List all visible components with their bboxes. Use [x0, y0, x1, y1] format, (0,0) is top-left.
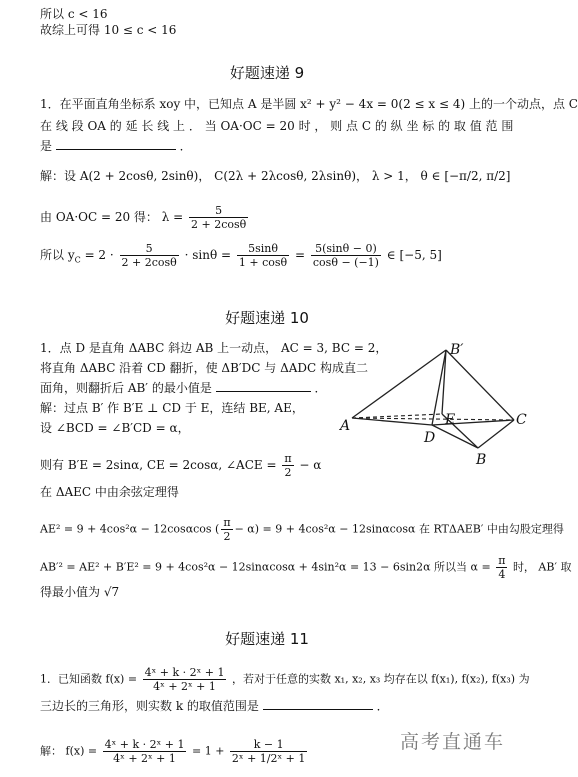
label-D: D	[424, 430, 436, 446]
problem-9-line1: 1．在平面直角坐标系 xoy 中，已知点 A 是半圆 x² + y² − 4x = 0(2 ≤ x ≤ 4) 上的一个动点，点 C	[40, 97, 578, 111]
text: 解：设 A(2 + 2cosθ, 2sinθ)， C(2λ + 2λcosθ, 2λsinθ)， λ > 1， θ ∈	[40, 169, 441, 183]
problem-11-line2	[40, 698, 389, 714]
text: =	[295, 248, 306, 262]
text: 解： f(x) =	[40, 744, 98, 758]
denominator: 2 + 2cosθ	[191, 218, 247, 231]
text: = 1 +	[191, 744, 225, 758]
solution-9-line1	[40, 168, 511, 184]
text: ．	[376, 699, 389, 713]
answer-blank	[56, 139, 176, 150]
interval: [−π/2, π/2]	[444, 169, 511, 183]
section-heading-11: 好题速递 11	[225, 630, 309, 648]
fraction	[103, 738, 187, 765]
text: = 9 + 4cos²α − 12sinαcosα 在 RTΔAEB′ 中由勾股定理得	[262, 522, 564, 536]
fraction	[311, 242, 381, 269]
problem-9-line2: 在 线 段 OA 的 延 长 线 上 ． 当 OA·OC = 20 时 ， 则 点 C 的 纵 坐 标 的 取 值 范 围	[40, 119, 514, 133]
text: 是	[40, 139, 53, 153]
denominator: 2	[223, 530, 231, 543]
text-line: 所以 c < 16	[40, 7, 108, 21]
watermark: 高考直通车	[400, 731, 506, 753]
section-heading-10: 好题速递 10	[225, 309, 309, 327]
label-E: E	[445, 412, 456, 428]
solution-10-line6	[40, 554, 571, 581]
numerator: 5(sinθ − 0)	[311, 242, 381, 256]
edge-AE-dashed	[352, 414, 442, 418]
numerator: π	[284, 452, 292, 465]
text: AE² = 9 + 4cos²α − 12cosαcos	[40, 522, 212, 536]
fraction	[237, 242, 289, 269]
answer-blank	[216, 381, 311, 392]
fraction	[496, 554, 507, 581]
edge-AB1	[352, 350, 446, 418]
numerator: 5	[120, 242, 179, 256]
solution-10-line2: 设 ∠BCD = ∠B′CD = α，	[40, 421, 190, 435]
text: ．	[179, 139, 192, 153]
fraction	[221, 516, 232, 543]
text: 1．已知函数 f(x) =	[40, 672, 138, 686]
problem-10-line3	[40, 380, 327, 396]
text: 则有 B′E = 2sinα, CE = 2cosα, ∠ACE =	[40, 458, 277, 472]
text: AB′² = AE² + B′E² = 9 + 4cos²α − 12sinαcosα + 4sin²α = 13 − 6sin2α 所以当 α =	[40, 560, 491, 574]
text: · sinθ =	[184, 248, 232, 262]
numerator: 5sinθ	[237, 242, 289, 256]
solution-9-line3	[40, 242, 442, 269]
label-C: C	[516, 412, 527, 428]
fraction	[282, 452, 293, 479]
solution-10-line4: 在 ΔAEC 中由余弦定理得	[40, 485, 179, 499]
text: 所以 y	[40, 248, 75, 262]
numerator: π	[223, 516, 231, 529]
problem-10-line2: 将直角 ΔABC 沿着 CD 翻折，使 ΔB′DC 与 ΔADC 构成直二	[40, 361, 369, 375]
edge-AD	[352, 418, 432, 425]
denominator: 2 + 2cosθ	[121, 256, 177, 269]
denominator: 4ˣ + 2ˣ + 1	[153, 680, 216, 693]
solution-10-line7: 得最小值为 √7	[40, 585, 120, 599]
problem-11-line1	[40, 666, 530, 693]
solution-11-line1	[40, 738, 309, 765]
text: = 2 ·	[84, 248, 114, 262]
fraction	[143, 666, 227, 693]
text: − α	[299, 458, 322, 472]
numerator: 5	[189, 204, 248, 218]
solution-10-line3	[40, 452, 321, 479]
edge-BC	[478, 420, 514, 448]
solution-10-line5: AE² = 9 + 4cos²α − 12cosαcos ( $\frac{\pi}{2}$ − α) = 9 + 4cos²α − 12sinαcosα 在 RTΔAEB′ 中由勾股定理得	[40, 516, 564, 543]
problem-10-line1: 1．点 D 是直角 ΔABC 斜边 AB 上一动点， AC = 3, BC = 2，	[40, 341, 388, 355]
text: ∈ [−5, 5]	[386, 248, 442, 262]
edge-DB	[432, 425, 478, 448]
text: 时， AB′ 取	[512, 560, 572, 574]
problem-9-line3	[40, 138, 192, 154]
denominator: 2ˣ + 1/2ˣ + 1	[231, 752, 306, 765]
answer-blank	[263, 699, 373, 710]
solution-10-line1: 解：过点 B′ 作 B′E ⊥ CD 于 E，连结 BE, AE，	[40, 401, 304, 415]
subscript: C	[74, 255, 81, 265]
fraction	[230, 738, 307, 765]
denominator: cosθ − (−1)	[312, 256, 379, 269]
label-B: B	[476, 452, 487, 468]
text: − α	[234, 522, 255, 536]
text: 三边长的三角形，则实数 k 的取值范围是	[40, 699, 259, 713]
text-line: 故综上可得 10 ≤ c < 16	[40, 23, 177, 37]
numerator: k − 1	[230, 738, 307, 752]
fold-diagram	[338, 340, 528, 470]
edge-B1C	[446, 350, 514, 420]
text: 由 OA·OC = 20 得： λ =	[40, 210, 184, 224]
numerator: 4ˣ + k · 2ˣ + 1	[144, 666, 225, 679]
solution-9-line2	[40, 204, 250, 231]
label-B1: B′	[450, 342, 464, 358]
text: ．	[314, 381, 327, 395]
fraction	[120, 242, 179, 269]
denominator: 4ˣ + 2ˣ + 1	[113, 752, 176, 765]
label-A: A	[340, 418, 351, 434]
section-heading-9: 好题速递 9	[229, 64, 305, 82]
numerator: 4ˣ + k · 2ˣ + 1	[104, 738, 185, 751]
denominator: 2	[284, 466, 292, 479]
denominator: 1 + cosθ	[238, 256, 288, 269]
text: 面角，则翻折后 AB′ 的最小值是	[40, 381, 212, 395]
denominator: 4	[498, 568, 506, 581]
fraction	[189, 204, 248, 231]
numerator: π	[498, 554, 506, 567]
text: ，若对于任意的实数 x₁, x₂, x₃ 均存在以 f(x₁), f(x₂), f(x₃) 为	[231, 672, 530, 686]
